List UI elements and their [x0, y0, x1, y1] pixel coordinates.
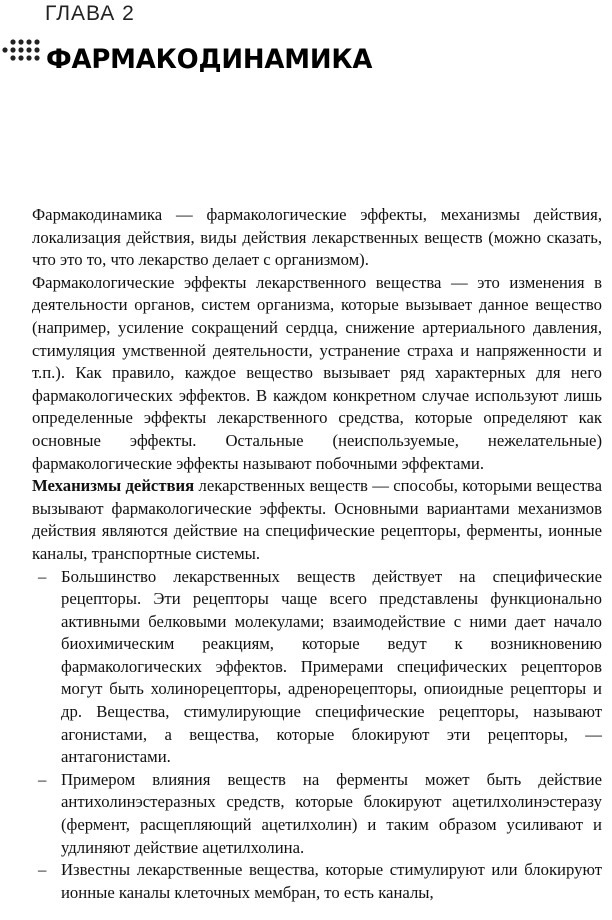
dot — [18, 47, 23, 52]
dot — [26, 47, 31, 52]
paragraph-definition: Фармакодинамика — фармакологические эффекты, механизмы действия, локализация действия, виды действия лекарственных веществ (можно сказать, что это то, что лекарство делает с организмом). — [32, 205, 602, 270]
dash-marker: – — [38, 769, 47, 789]
dot — [26, 55, 31, 60]
paragraph-mechanisms-text: лекарственных веществ — способы, которыми вещества вызывают фармакологические эффекты. Основными вариантами механизмов действия являются действие на специфические рецепторы, ферменты, ионные каналы, транспортные системы. — [32, 476, 603, 563]
list-item — [32, 859, 602, 904]
decorative-dots — [0, 33, 46, 63]
dot — [2, 47, 7, 52]
term-mechanisms: Механизмы действия — [32, 476, 195, 496]
dash-marker: – — [38, 566, 47, 586]
list-item-text: Большинство лекарственных веществ действует на специфические рецепторы. Эти рецепторы чаще всего представлены функционально активными белковыми молекулами; взаимодействие с ними дает начало биохимическим реакциям, которые ведут к возникновению фармакологических эффектов. Примерами специфических рецепторов могут быть холинорецепторы, адренорецепторы, опиоидные рецепторы и др. Вещества, стимулирующие специфические рецепторы, называют агонистами, а вещества, которые блокируют эти рецепторы, — антагонистами. — [61, 566, 602, 767]
dot — [10, 47, 15, 52]
paragraph-mechanisms — [32, 475, 602, 565]
list-item — [32, 566, 602, 769]
dot — [10, 39, 15, 44]
chapter-label: ГЛАВА 2 — [45, 2, 135, 25]
dash-marker: – — [38, 860, 47, 880]
dot — [34, 39, 39, 44]
list-item-text: Известны лекарственные вещества, которые стимулируют или блокируют ионные каналы клеточных мембран, то есть каналы, — [61, 860, 602, 902]
dot — [34, 47, 39, 52]
dot — [18, 55, 23, 60]
dot — [10, 55, 15, 60]
dot — [26, 39, 31, 44]
list-item-text: Примером влияния веществ на ферменты может быть действие антихолинэстеразных средств, которые блокируют ацетилхолинэстеразу (фермент, расщепляющий ацетилхолин) и таким образом усиливают и удлиняют действие ацетилхолина. — [61, 769, 602, 857]
dot — [18, 39, 23, 44]
list-item — [32, 769, 602, 859]
paragraph-effects: Фармакологические эффекты лекарственного вещества — это изменения в деятельности органов, систем организма, которые вызывает данное вещество (например, усиление сокращений сердца, снижение артериального давления, стимуляция умственной деятельности, устранение страха и напряженности и т.п.). Как правило, каждое вещество вызывает ряд характерных для него фармакологических эффектов. В каждом конкретном случае используют лишь определенные эффекты лекарственного средства, которые определяют как основные эффекты. Остальные (неиспользуемые, нежелательные) фармакологические эффекты называют побочными эффектами. — [32, 272, 602, 473]
body-text — [32, 204, 602, 904]
dot — [34, 55, 39, 60]
chapter-title: ФАРМАКОДИНАМИКА — [46, 44, 373, 75]
